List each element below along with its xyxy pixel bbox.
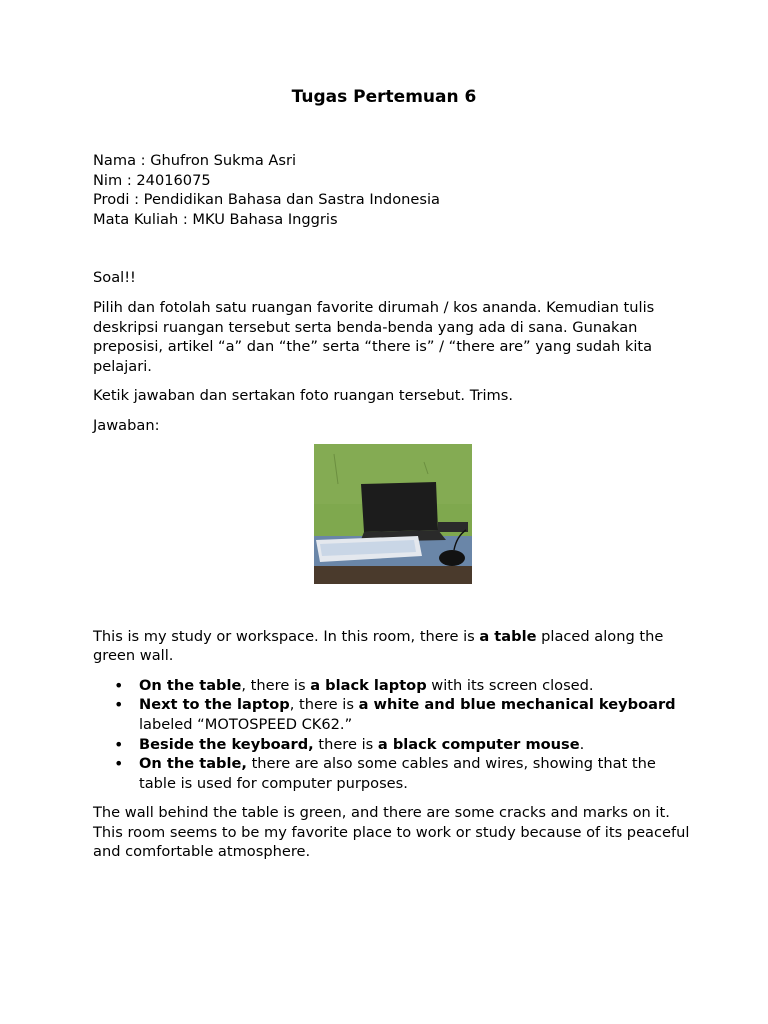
soal-paragraph-1: Pilih dan fotolah satu ruangan favorite dirumah / kos ananda. Kemudian tulis deskripsi ruangan tersebut serta benda-benda yang ada di sana. Gunakan preposisi, artikel “a” dan “the” serta “there is” / “there are” yang sudah kita pelajari. — [93, 298, 655, 375]
workspace-photo — [314, 444, 472, 584]
student-info — [93, 151, 693, 229]
list-item: • Beside the keyboard, there is a black computer mouse. — [139, 735, 693, 755]
info-mata-kuliah: Mata Kuliah : MKU Bahasa Inggris — [93, 210, 338, 228]
page-title: Tugas Pertemuan 6 — [291, 87, 477, 107]
list-item: • Next to the laptop, there is a white and blue mechanical keyboard labeled “MOTOSPEED CK62.” — [139, 695, 693, 734]
table-edge — [314, 566, 472, 584]
workspace-photo-drawing — [314, 444, 472, 584]
document-body — [93, 151, 693, 862]
jawaban-intro: This is my study or workspace. In this room, there is a table placed along the green wall. — [93, 627, 664, 665]
soal-paragraph-2: Ketik jawaban dan sertakan foto ruangan tersebut. Trims. — [93, 387, 513, 405]
soal-heading: Soal!! — [93, 269, 136, 287]
description-list — [93, 676, 693, 794]
list-item: • On the table, there is a black laptop with its screen closed. — [139, 676, 693, 696]
jawaban-closing: The wall behind the table is green, and there are some cracks and marks on it. This room seems to be my favorite place to work or study because of its peaceful and comfortable atmosphere. — [93, 804, 690, 861]
list-item: • On the table, there are also some cables and wires, showing that the table is used for computer purposes. — [139, 754, 693, 793]
info-prodi: Prodi : Pendidikan Bahasa dan Sastra Indonesia — [93, 191, 440, 209]
photo-container — [93, 444, 693, 584]
computer-mouse — [439, 550, 465, 566]
info-nim: Nim : 24016075 — [93, 171, 211, 189]
laptop-side — [438, 522, 468, 532]
laptop-screen — [361, 482, 438, 532]
info-nama: Nama : Ghufron Sukma Asri — [93, 152, 297, 169]
jawaban-heading: Jawaban: — [93, 416, 160, 434]
